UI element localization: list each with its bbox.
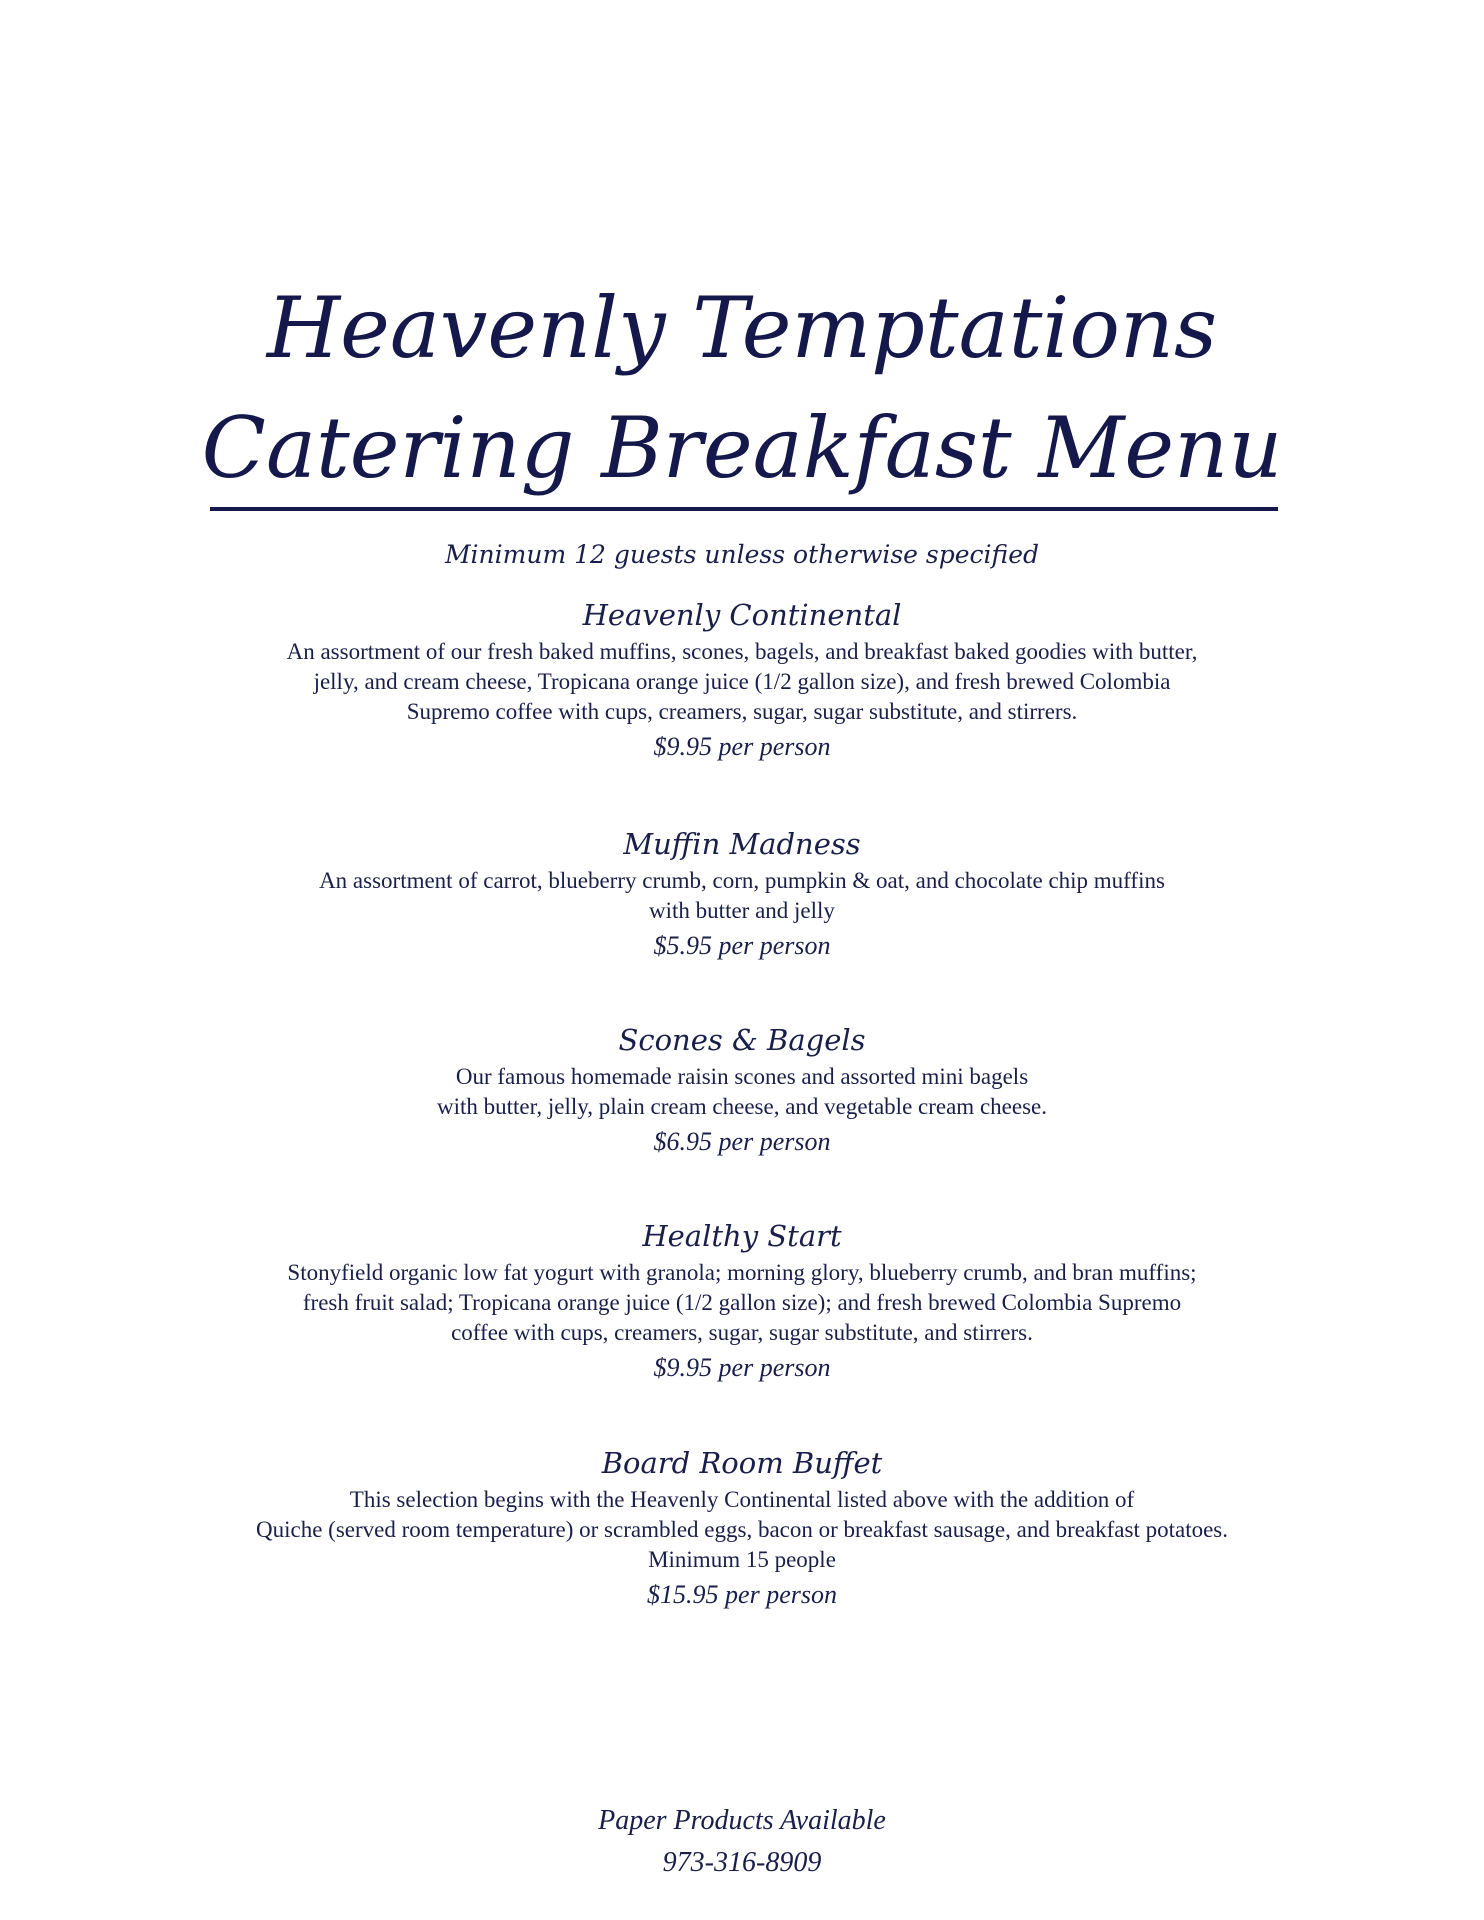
menu-section-heavenly-continental bbox=[0, 593, 1484, 767]
title-line-1: Heavenly Temptations bbox=[266, 279, 1218, 377]
section-name: Scones & Bagels bbox=[618, 1023, 866, 1057]
section-description-line: Minimum 15 people bbox=[648, 1547, 836, 1572]
section-price: $15.95 per person bbox=[647, 1580, 837, 1609]
title-line-2: Catering Breakfast Menu bbox=[201, 399, 1283, 497]
paper-products-note: Paper Products Available bbox=[598, 1805, 886, 1836]
menu-section-muffin-madness bbox=[0, 822, 1484, 966]
section-description-line: with butter, jelly, plain cream cheese, and vegetable cream cheese. bbox=[437, 1094, 1047, 1119]
section-description-line: An assortment of our fresh baked muffins, scones, bagels, and breakfast baked goodies with butter, bbox=[286, 639, 1198, 664]
menu-section-healthy-start bbox=[0, 1214, 1484, 1388]
section-description-line: Supremo coffee with cups, creamers, sugar, sugar substitute, and stirrers. bbox=[406, 699, 1078, 724]
section-description-line: with butter and jelly bbox=[649, 898, 835, 923]
menu-section-board-room-buffet bbox=[0, 1441, 1484, 1615]
section-name: Muffin Madness bbox=[623, 827, 861, 861]
section-name: Board Room Buffet bbox=[601, 1446, 883, 1480]
section-description-line: Our famous homemade raisin scones and assorted mini bagels bbox=[455, 1064, 1029, 1089]
section-description-line: Stonyfield organic low fat yogurt with granola; morning glory, blueberry crumb, and bran muffins; bbox=[287, 1260, 1197, 1285]
section-price: $6.95 per person bbox=[653, 1127, 831, 1156]
menu-section-scones-bagels bbox=[0, 1018, 1484, 1162]
guest-minimum-note: Minimum 12 guests unless otherwise specified bbox=[444, 540, 1040, 569]
section-description-line: jelly, and cream cheese, Tropicana orange juice (1/2 gallon size), and fresh brewed Colombia bbox=[313, 669, 1171, 694]
footer bbox=[0, 1800, 1484, 1884]
section-description-line: Quiche (served room temperature) or scrambled eggs, bacon or breakfast sausage, and breakfast potatoes. bbox=[256, 1517, 1228, 1542]
section-name: Healthy Start bbox=[642, 1219, 842, 1253]
section-description-line: coffee with cups, creamers, sugar, sugar substitute, and stirrers. bbox=[451, 1320, 1033, 1345]
section-price: $5.95 per person bbox=[653, 931, 831, 960]
section-description-line: This selection begins with the Heavenly Continental listed above with the addition of bbox=[349, 1487, 1135, 1512]
section-price: $9.95 per person bbox=[653, 732, 831, 761]
title-divider bbox=[210, 507, 1278, 511]
section-description-line: fresh fruit salad; Tropicana orange juice (1/2 gallon size); and fresh brewed Colombia Supremo bbox=[302, 1290, 1182, 1315]
phone-number: 973-316-8909 bbox=[662, 1847, 822, 1878]
section-description-line: An assortment of carrot, blueberry crumb, corn, pumpkin & oat, and chocolate chip muffins bbox=[319, 868, 1165, 893]
section-name: Heavenly Continental bbox=[582, 598, 902, 632]
section-price: $9.95 per person bbox=[653, 1353, 831, 1382]
